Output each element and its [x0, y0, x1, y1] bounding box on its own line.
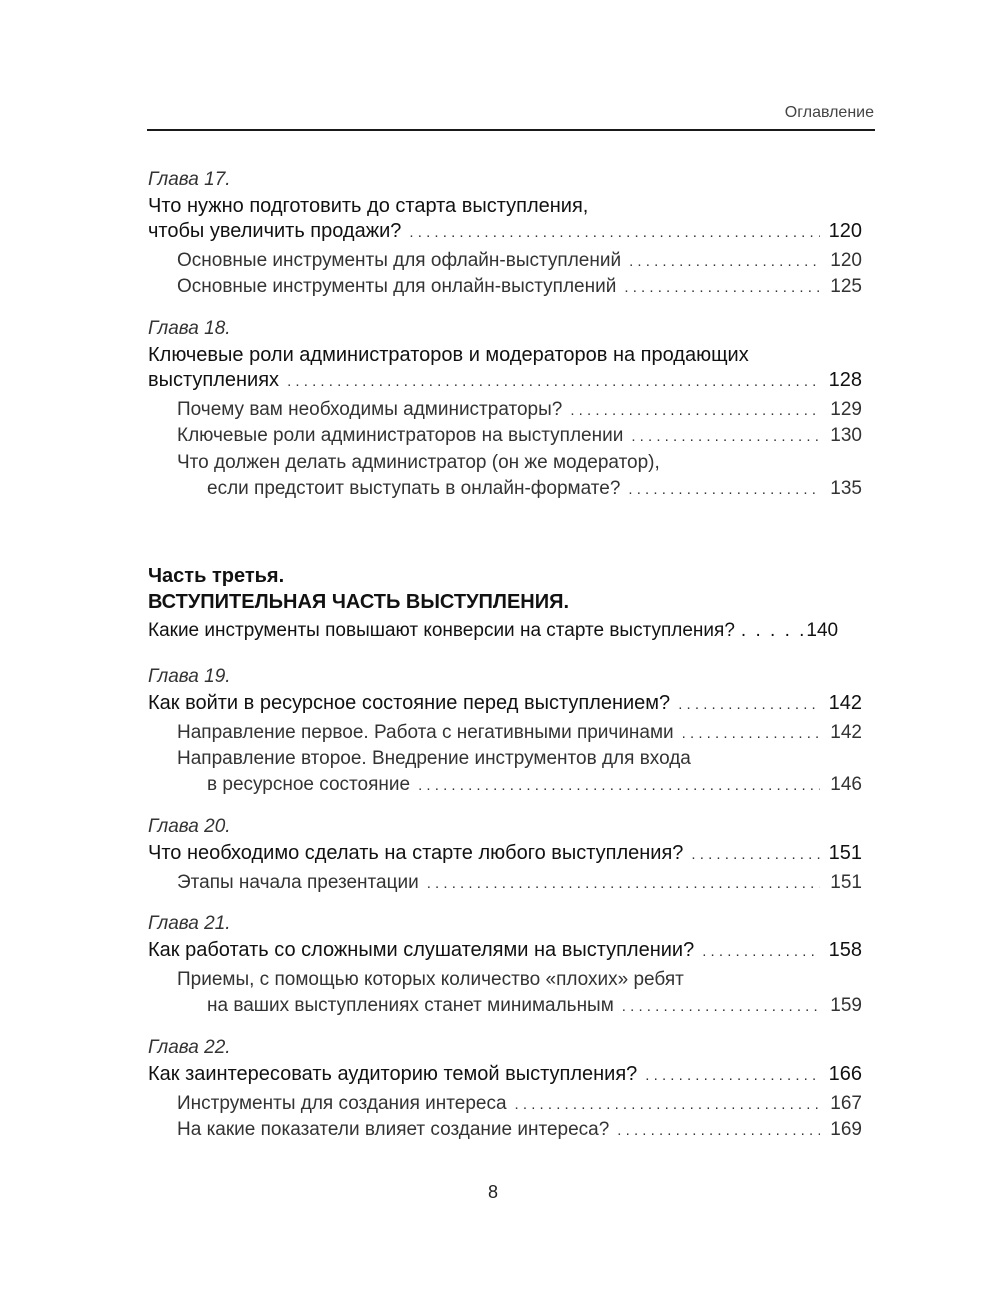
sub-page: 142	[830, 722, 862, 743]
dot-leader	[691, 846, 820, 863]
chapter-20-page: 151	[828, 842, 862, 864]
sub-title: Почему вам необходимы администраторы?	[177, 399, 563, 420]
sub-page: 146	[830, 774, 862, 795]
sub-title: Ключевые роли администраторов на выступлении	[177, 425, 624, 446]
chapter-22-label: Глава 22.	[148, 1037, 231, 1058]
toc-entry-sub[interactable]	[177, 722, 862, 748]
toc-entry-sub[interactable]	[177, 1119, 862, 1145]
dot-leader	[628, 481, 820, 498]
sub-page: 167	[830, 1093, 862, 1114]
toc-entry-chapter-22[interactable]	[148, 1063, 862, 1089]
chapter-17-title-line2: чтобы увеличить продажи?	[148, 220, 402, 242]
part-3-intro-page: 140	[806, 620, 839, 641]
dot-leader	[617, 1122, 820, 1139]
dot-leader	[629, 253, 820, 270]
sub-page: 135	[830, 478, 862, 499]
sub-title-line1: Что должен делать администратор (он же модератор),	[177, 452, 660, 473]
dot-leader	[570, 402, 820, 419]
dot-leader	[624, 279, 820, 296]
dot-leader	[427, 875, 820, 892]
toc-entry-sub[interactable]	[177, 872, 862, 898]
sub-title: На какие показатели влияет создание интереса?	[177, 1119, 610, 1140]
toc-entry-sub[interactable]	[177, 250, 862, 276]
chapter-17-title-line1: Что нужно подготовить до старта выступления,	[148, 195, 589, 217]
chapter-22-page: 166	[828, 1063, 862, 1085]
chapter-19-label: Глава 19.	[148, 666, 231, 687]
toc-entry-sub[interactable]	[177, 399, 862, 425]
sub-page: 151	[830, 872, 862, 893]
sub-title-line1: Приемы, с помощью которых количество «плохих» ребят	[177, 969, 684, 990]
toc-entry-sub[interactable]	[177, 276, 862, 302]
toc-entry-sub[interactable]	[177, 425, 862, 451]
chapter-18-title-line2: выступлениях	[148, 369, 280, 391]
dot-leader	[645, 1067, 820, 1084]
toc-entry-chapter-21[interactable]	[148, 939, 862, 965]
chapter-19-page: 142	[828, 692, 862, 714]
dot-leader	[702, 943, 820, 960]
toc-entry-chapter-17[interactable]	[148, 220, 862, 246]
dot-leader	[631, 428, 820, 445]
toc-entry-chapter-20[interactable]	[148, 842, 862, 868]
chapter-22-title: Как заинтересовать аудиторию темой выступления?	[148, 1063, 638, 1085]
sub-title: Этапы начала презентации	[177, 872, 419, 893]
dot-leader	[287, 373, 820, 390]
sub-page: 130	[830, 425, 862, 446]
sub-page: 129	[830, 399, 862, 420]
dot-leader	[678, 696, 820, 713]
toc-entry-sub[interactable]	[177, 1093, 862, 1119]
chapter-18-label: Глава 18.	[148, 318, 231, 339]
dot-leader	[682, 725, 820, 742]
chapter-18-page: 128	[828, 369, 862, 391]
toc-entry-sub[interactable]	[207, 478, 862, 504]
dot-leader	[515, 1096, 820, 1113]
sub-title: Основные инструменты для онлайн-выступлений	[177, 276, 617, 297]
chapter-17-label: Глава 17.	[148, 169, 231, 190]
sub-title-line2: на ваших выступлениях станет минимальным	[207, 995, 614, 1016]
toc-entry-chapter-19[interactable]	[148, 692, 862, 718]
part-3-intro: Какие инструменты повышают конверсии на старте выступления?	[148, 620, 735, 641]
sub-title-line2: в ресурсное состояние	[207, 774, 411, 795]
header-rule	[147, 129, 875, 131]
dot-leader	[409, 224, 820, 241]
chapter-21-page: 158	[828, 939, 862, 961]
dot-leader	[418, 777, 820, 794]
toc-entry-sub[interactable]	[207, 774, 862, 800]
sub-page: 159	[830, 995, 862, 1016]
running-head: Оглавление	[784, 104, 874, 121]
chapter-21-title: Как работать со сложными слушателями на выступлении?	[148, 939, 695, 961]
chapter-20-title: Что необходимо сделать на старте любого выступления?	[148, 842, 684, 864]
chapter-18-title-line1: Ключевые роли администраторов и модераторов на продающих	[148, 344, 749, 366]
chapter-19-title: Как войти в ресурсное состояние перед выступлением?	[148, 692, 671, 714]
sub-title-line1: Направление второе. Внедрение инструментов для входа	[177, 748, 691, 769]
chapter-17-page: 120	[828, 220, 862, 242]
sub-page: 120	[830, 250, 862, 271]
toc-entry-part-3[interactable]	[148, 620, 862, 646]
dot-leader	[622, 998, 820, 1015]
sub-page: 169	[830, 1119, 862, 1140]
sub-title: Инструменты для создания интереса	[177, 1093, 507, 1114]
sub-title-line2: если предстоит выступать в онлайн-формате?	[207, 478, 621, 499]
chapter-21-label: Глава 21.	[148, 913, 231, 934]
page-number: 8	[487, 1182, 498, 1202]
toc-entry-sub[interactable]	[207, 995, 862, 1021]
part-3-intro-leader: . . . . .	[740, 620, 807, 641]
sub-page: 125	[830, 276, 862, 297]
toc-entry-chapter-18[interactable]	[148, 369, 862, 395]
sub-title: Основные инструменты для офлайн-выступлений	[177, 250, 622, 271]
part-3-title: ВСТУПИТЕЛЬНАЯ ЧАСТЬ ВЫСТУПЛЕНИЯ.	[148, 591, 570, 613]
sub-title: Направление первое. Работа с негативными причинами	[177, 722, 674, 743]
chapter-20-label: Глава 20.	[148, 816, 231, 837]
part-3-heading: Часть третья.	[148, 565, 285, 587]
